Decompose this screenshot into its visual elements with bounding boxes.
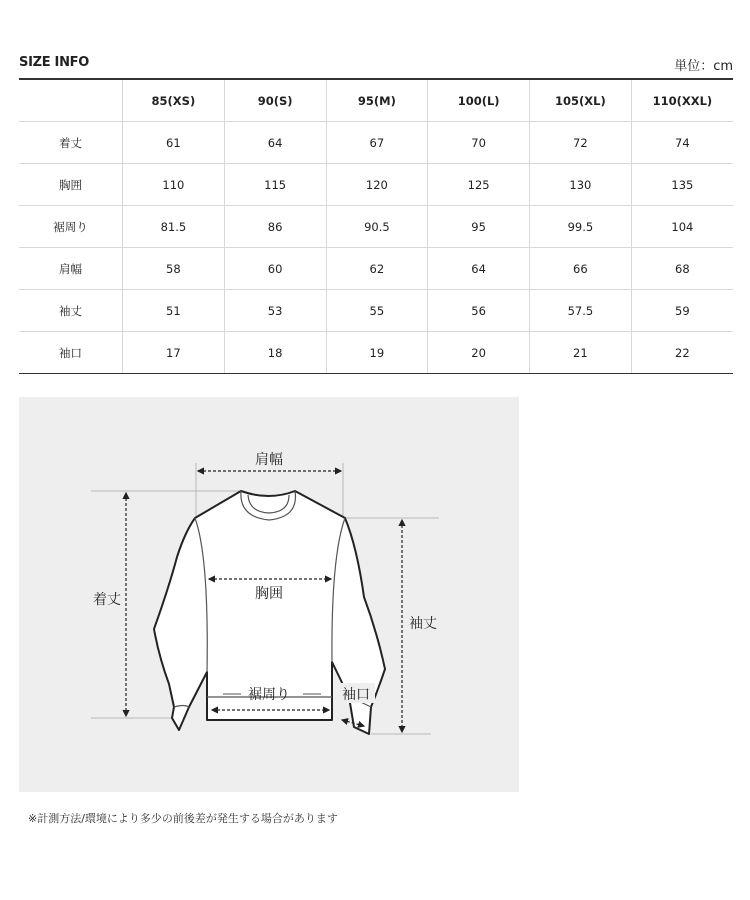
table-cell: 59: [631, 290, 733, 332]
table-cell: 19: [326, 332, 428, 374]
table-cell: 51: [123, 290, 225, 332]
table-cell: 86: [224, 206, 326, 248]
table-corner-cell: [19, 79, 123, 122]
table-cell: 110: [123, 164, 225, 206]
shoulder-width-label: 肩幅: [255, 452, 283, 468]
table-cell: 115: [224, 164, 326, 206]
table-cell: 99.5: [530, 206, 632, 248]
table-row: [19, 290, 733, 332]
table-cell: 67: [326, 122, 428, 164]
column-header: 85(XS): [123, 79, 225, 122]
size-info-title: SIZE INFO: [19, 55, 89, 70]
table-cell: 72: [530, 122, 632, 164]
table-cell: 56: [428, 290, 530, 332]
table-cell: 22: [631, 332, 733, 374]
table-row: [19, 332, 733, 374]
row-label: 胸囲: [19, 164, 123, 206]
column-header: 100(L): [428, 79, 530, 122]
hem-label: 裾周り: [248, 687, 290, 703]
column-header: 110(XXL): [631, 79, 733, 122]
sweater-illustration: [19, 397, 519, 792]
table-row: [19, 248, 733, 290]
measurement-note: ※計測方法/環境により多少の前後差が発生する場合があります: [28, 812, 338, 825]
table-row: [19, 122, 733, 164]
size-table: [19, 78, 733, 374]
table-row: [19, 206, 733, 248]
chest-label: 胸囲: [255, 586, 283, 602]
length-label: 着丈: [93, 592, 121, 608]
table-cell: 74: [631, 122, 733, 164]
column-header: 105(XL): [530, 79, 632, 122]
table-cell: 130: [530, 164, 632, 206]
table-cell: 81.5: [123, 206, 225, 248]
table-cell: 70: [428, 122, 530, 164]
table-row: [19, 164, 733, 206]
row-label: 袖口: [19, 332, 123, 374]
table-cell: 60: [224, 248, 326, 290]
table-header-row: [19, 79, 733, 122]
row-label: 着丈: [19, 122, 123, 164]
table-cell: 21: [530, 332, 632, 374]
table-cell: 95: [428, 206, 530, 248]
column-header: 90(S): [224, 79, 326, 122]
row-label: 袖丈: [19, 290, 123, 332]
table-cell: 57.5: [530, 290, 632, 332]
table-cell: 55: [326, 290, 428, 332]
row-label: 裾周り: [19, 206, 123, 248]
table-cell: 53: [224, 290, 326, 332]
table-cell: 62: [326, 248, 428, 290]
table-cell: 64: [428, 248, 530, 290]
measurement-diagram: [19, 397, 519, 792]
table-cell: 90.5: [326, 206, 428, 248]
table-cell: 135: [631, 164, 733, 206]
table-cell: 68: [631, 248, 733, 290]
sleeve-length-label: 袖丈: [409, 616, 437, 632]
table-cell: 104: [631, 206, 733, 248]
table-cell: 61: [123, 122, 225, 164]
size-info-header: [19, 55, 733, 77]
table-cell: 58: [123, 248, 225, 290]
unit-label: 単位：cm: [674, 59, 733, 74]
table-cell: 18: [224, 332, 326, 374]
table-cell: 20: [428, 332, 530, 374]
row-label: 肩幅: [19, 248, 123, 290]
table-cell: 125: [428, 164, 530, 206]
table-cell: 17: [123, 332, 225, 374]
column-header: 95(M): [326, 79, 428, 122]
table-cell: 66: [530, 248, 632, 290]
table-cell: 64: [224, 122, 326, 164]
cuff-label: 袖口: [342, 687, 370, 703]
table-cell: 120: [326, 164, 428, 206]
